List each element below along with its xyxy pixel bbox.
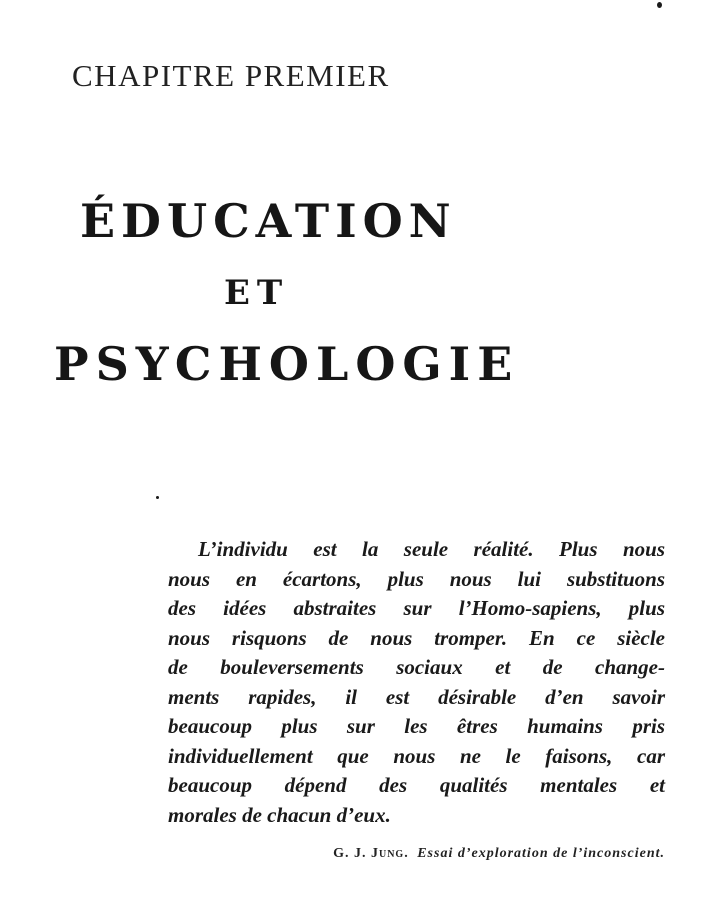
epigraph-line: ments rapides, il est désirable d’en savoir <box>168 684 665 709</box>
epigraph-line: de bouleversements sociaux et de change- <box>168 655 665 679</box>
epigraph-line: nous en écartons, plus nous lui substituons <box>168 566 665 591</box>
title-line-psychologie: PSYCHOLOGIE <box>54 337 520 391</box>
epigraph-line: nous risquons de nous tromper. En ce siècle <box>168 625 665 650</box>
attribution-work: Essai d’exploration de l’inconscient. <box>417 846 665 861</box>
title-line-et: ET <box>224 273 290 313</box>
epigraph-line: L’individu est la seule réalité. Plus nous <box>198 537 665 561</box>
epigraph-line: morales de chacun d’eux. <box>168 802 391 827</box>
attribution <box>333 846 665 862</box>
epigraph-quote <box>168 535 665 830</box>
epigraph-line: beaucoup plus sur les êtres humains pris <box>168 714 665 738</box>
epigraph-line: beaucoup dépend des qualités mentales et <box>168 773 665 797</box>
title-line-education: ÉDUCATION <box>80 194 457 248</box>
epigraph-line: individuellement que nous ne le faisons, car <box>168 743 665 768</box>
epigraph-line: des idées abstraites sur l’Homo-sapiens, plus <box>168 596 665 620</box>
ink-speck <box>156 496 159 499</box>
ink-speck <box>657 2 662 8</box>
chapter-label: CHAPITRE PREMIER <box>72 58 390 93</box>
attribution-author: G. J. Jung. <box>333 846 409 861</box>
